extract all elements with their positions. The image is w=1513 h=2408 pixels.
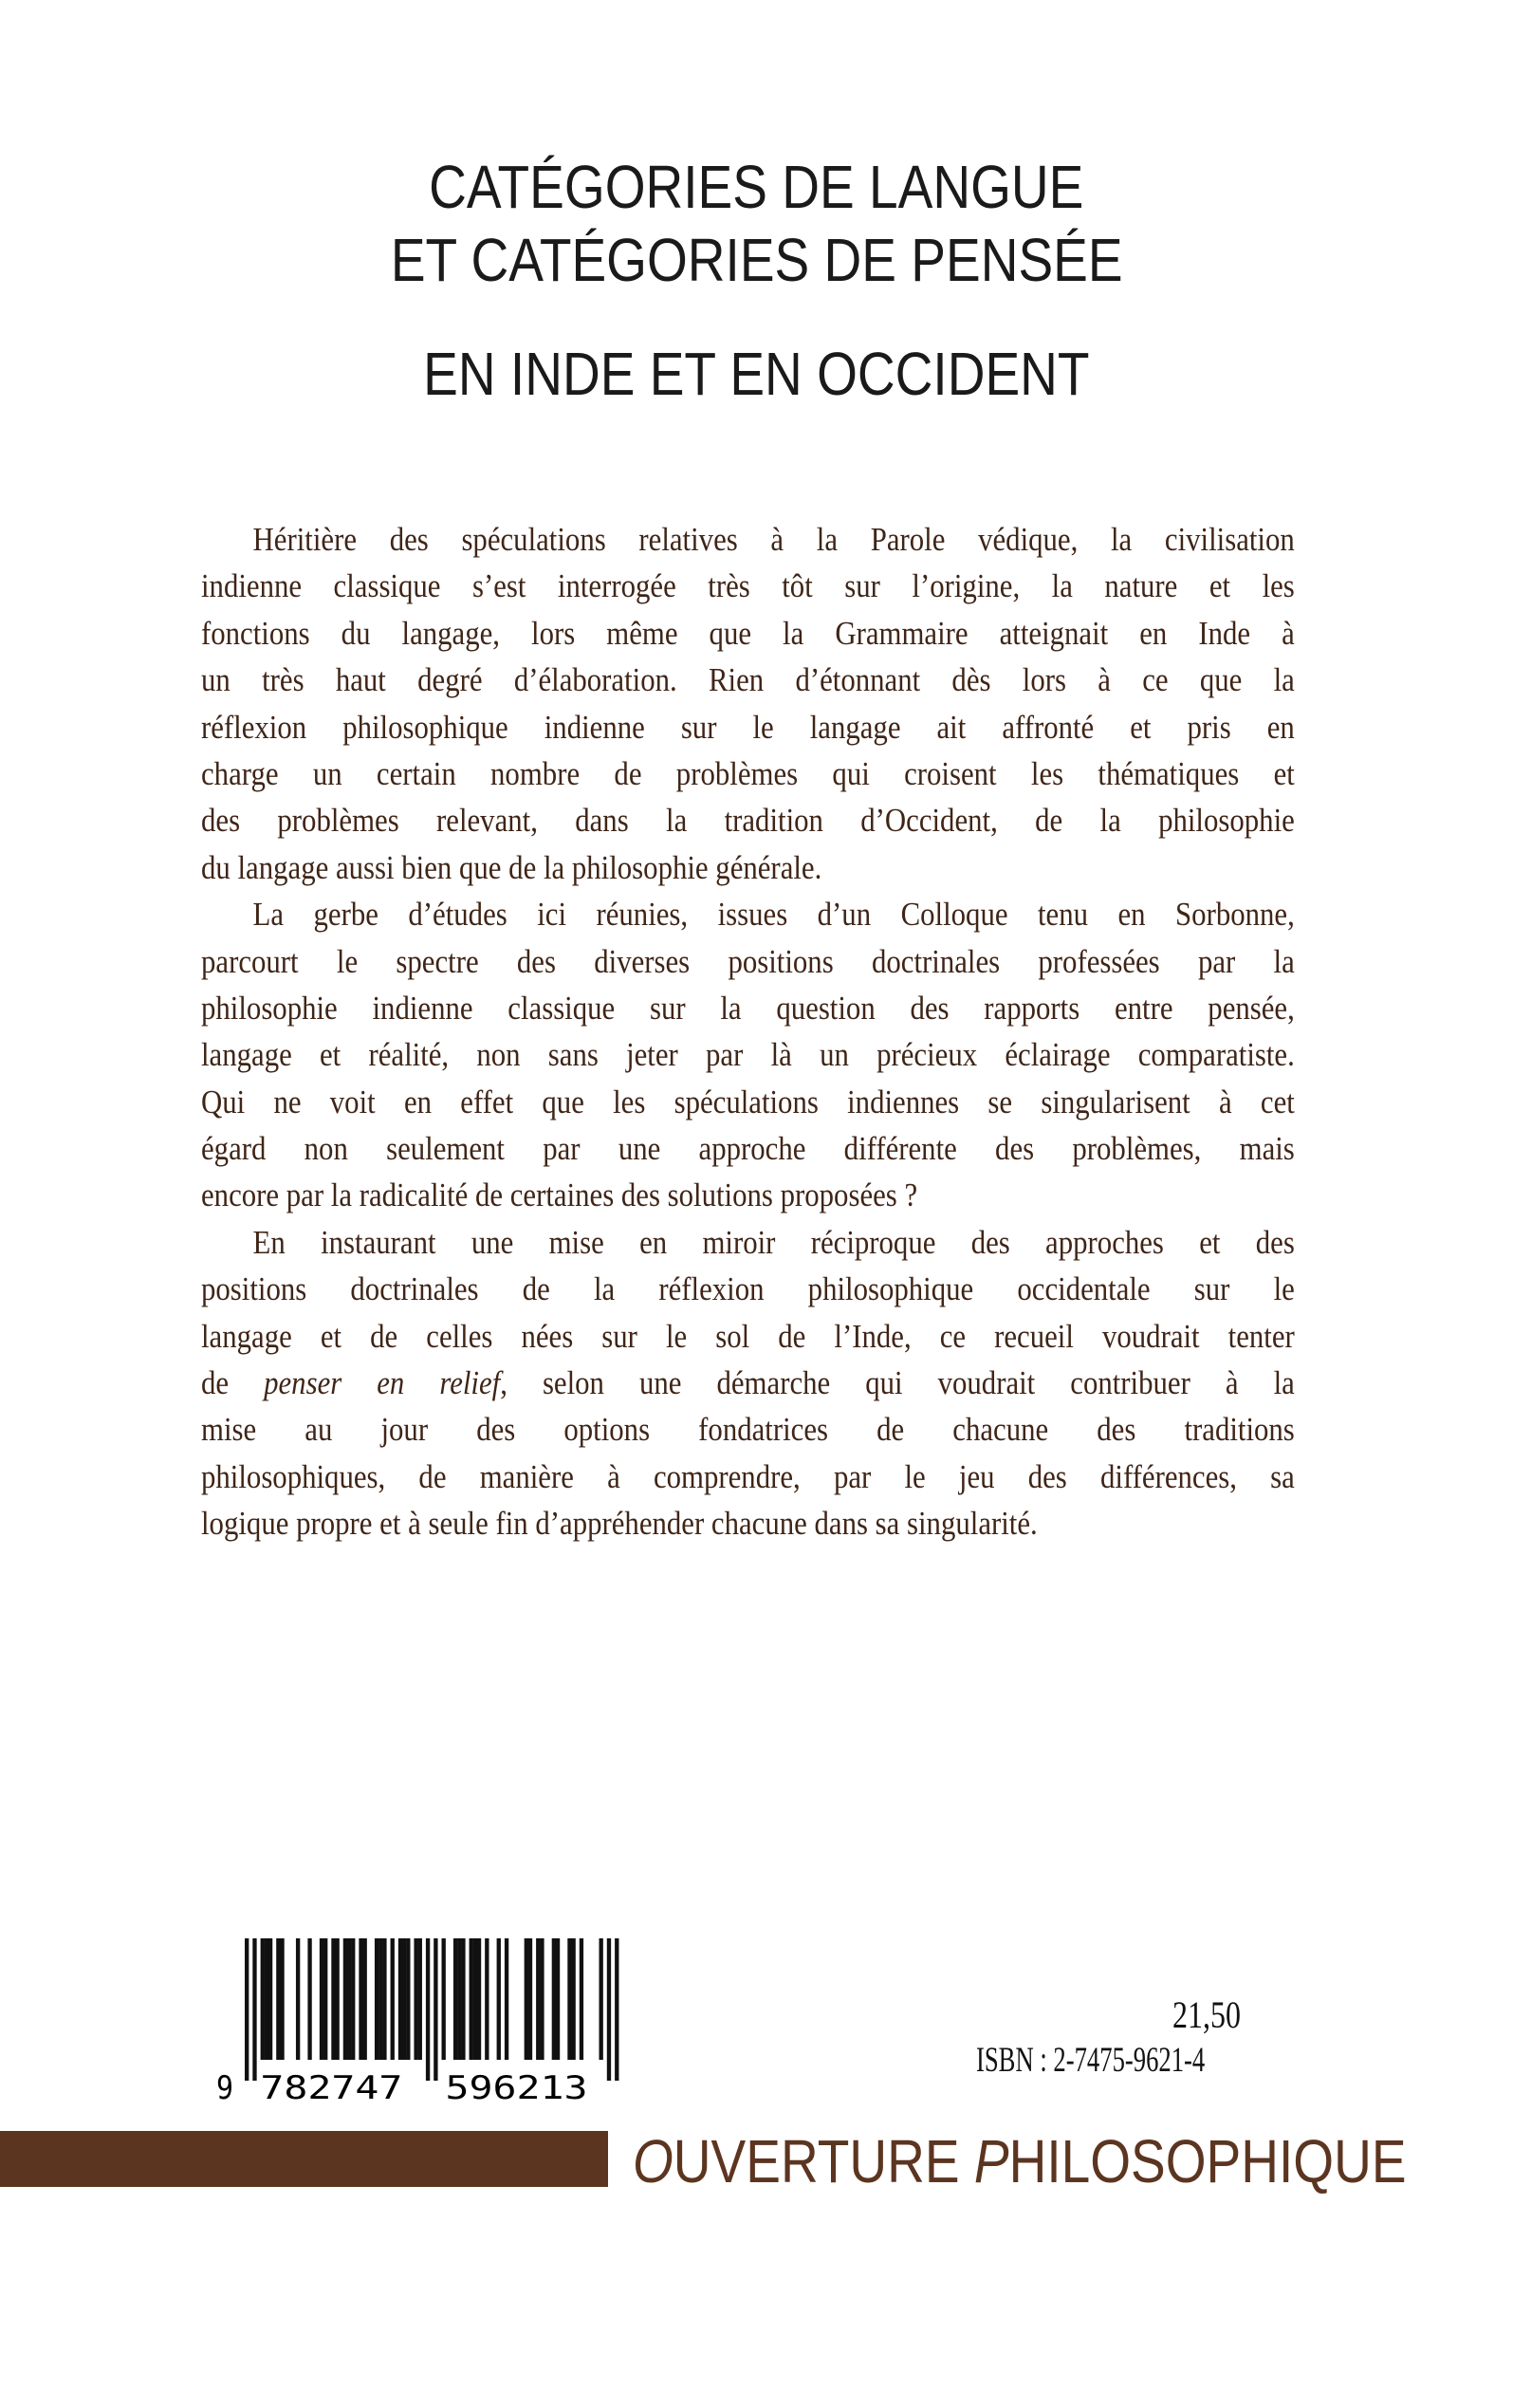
barcode-bar — [453, 1938, 457, 2060]
text-segment: indienne classique s’est interrogée très tôt sur l’origine, la nature et les — [201, 567, 1295, 605]
barcode-bar — [615, 1938, 618, 2081]
barcode-bar — [477, 1938, 481, 2060]
barcode-digits-first: 9 — [216, 2069, 233, 2106]
barcode-bar — [442, 1938, 446, 2060]
text-segment: encore par la radicalité de certaines des solutions proposées ? — [201, 1176, 918, 1214]
barcode-bar — [265, 1938, 268, 2060]
barcode-bar — [245, 1938, 249, 2081]
title-line-2 — [0, 226, 1513, 294]
text-segment: des problèmes relevant, dans la tradition d’Occident, de la philosophie — [201, 802, 1295, 840]
barcode-bar — [382, 1938, 386, 2060]
text-segment: parcourt le spectre des diverses positions doctrinales professées par la — [201, 942, 1295, 980]
barcode-bar — [536, 1938, 540, 2060]
text-line — [201, 610, 1295, 657]
barcode-bar — [556, 1938, 560, 2060]
barcode-bar — [414, 1938, 417, 2060]
barcode-bar — [473, 1938, 477, 2060]
text-segment: fonctions du langage, lors même que la Grammaire atteignait en Inde à — [201, 614, 1295, 652]
text-line — [201, 985, 1295, 1031]
text-line — [201, 797, 1295, 843]
barcode-bar — [434, 1938, 437, 2081]
barcode-bar — [552, 1938, 556, 2060]
text-line — [201, 1219, 1295, 1266]
text-line — [201, 657, 1295, 703]
series-color-bar — [0, 2131, 608, 2187]
text-line — [201, 938, 1295, 985]
text-line — [201, 1172, 1295, 1218]
text-segment: langage et de celles nées sur le sol de l’Inde, ce recueil voudrait tenter — [201, 1317, 1295, 1355]
barcode-bar — [525, 1938, 528, 2060]
text-line — [201, 750, 1295, 797]
text-segment: un très haut degré d’élaboration. Rien d’étonnant dès lors à ce que la — [201, 661, 1295, 699]
series-initial-o: O — [633, 2127, 673, 2195]
barcode-bar — [268, 1938, 272, 2060]
barcode-bar — [505, 1938, 508, 2060]
text-line — [201, 1031, 1295, 1078]
series-word2: HILOSOPHIQUE — [1008, 2127, 1407, 2195]
text-line — [201, 1454, 1295, 1500]
barcode-bar — [600, 1938, 603, 2060]
text-line — [201, 1313, 1295, 1360]
barcode-bar — [497, 1938, 501, 2060]
text-segment: égard non seulement par une approche différente des problèmes, mais — [201, 1130, 1295, 1168]
italic-phrase: penser en relief — [264, 1364, 501, 1402]
text-segment: Qui ne voit en effet que les spéculations indiennes se singularisent à cet — [201, 1083, 1295, 1121]
barcode-digits-left: 782747 — [260, 2069, 403, 2106]
subtitle — [0, 340, 1513, 408]
text-segment: de — [201, 1364, 265, 1402]
text-segment: mise au jour des options fondatrices de chacune des traditions — [201, 1411, 1295, 1449]
barcode-bar — [320, 1938, 323, 2060]
barcode-bar — [307, 1938, 311, 2060]
barcode-bar — [402, 1938, 406, 2060]
text-segment: philosophiques, de manière à comprendre, par le jeu des différences, sa — [201, 1457, 1295, 1495]
barcode-bar — [378, 1938, 382, 2060]
barcode-bar — [485, 1938, 489, 2060]
isbn-number: ISBN : 2-7475-9621-4 — [976, 2041, 1206, 2080]
barcode-bar — [571, 1938, 575, 2060]
text-line — [201, 1266, 1295, 1312]
barcode-bar — [276, 1938, 280, 2060]
barcode-bar — [359, 1938, 362, 2060]
barcode-bar — [375, 1938, 378, 2060]
barcode-bar — [540, 1938, 544, 2060]
barcode-bar — [252, 1938, 256, 2081]
text-segment: positions doctrinales de la réflexion philosophique occidentale sur le — [201, 1270, 1295, 1308]
text-segment: charge un certain nombre de problèmes qui croisent les thématiques et — [201, 754, 1295, 792]
barcode-bar — [567, 1938, 571, 2060]
text-line — [201, 704, 1295, 750]
subtitle-text: EN INDE ET EN OCCIDENT — [423, 340, 1090, 408]
barcode-bar — [323, 1938, 327, 2060]
barcode-bar — [347, 1938, 351, 2060]
text-segment: Héritière des spéculations relatives à la Parole védique, la civilisation — [252, 521, 1295, 558]
barcode-bar — [261, 1938, 265, 2060]
text-line — [201, 844, 1295, 891]
barcode-bar — [363, 1938, 367, 2060]
text-segment: En instaurant une mise en miroir réciproque des approches et des — [252, 1223, 1295, 1261]
barcode-bar — [296, 1938, 300, 2060]
barcode-bar — [331, 1938, 335, 2060]
barcode-bar — [335, 1938, 339, 2060]
text-segment: réflexion philosophique indienne sur le langage ait affronté et pris en — [201, 708, 1295, 746]
barcode-bar — [470, 1938, 473, 2060]
barcode-bar — [457, 1938, 461, 2060]
barcode-bar — [418, 1938, 422, 2060]
barcode-bar — [406, 1938, 410, 2060]
barcode-digits-right: 596213 — [445, 2069, 588, 2106]
series-name — [633, 2127, 1407, 2195]
text-line — [201, 563, 1295, 609]
text-segment: du langage aussi bien que de la philosophie générale. — [201, 848, 822, 886]
text-line — [201, 1500, 1295, 1547]
title-text: ET CATÉGORIES DE PENSÉE — [390, 226, 1123, 294]
text-line — [201, 1360, 1295, 1406]
text-line — [201, 891, 1295, 937]
text-segment: langage et réalité, non sans jeter par là un précieux éclairage comparatiste. — [201, 1036, 1295, 1074]
barcode-bar — [461, 1938, 465, 2060]
isbn-barcode — [199, 1936, 636, 2106]
text-segment: logique propre et à seule fin d’appréhender chacune dans sa singularité. — [201, 1505, 1038, 1543]
series-initial-p: P — [973, 2127, 1009, 2195]
barcode-bar — [580, 1938, 583, 2060]
title-text: CATÉGORIES DE LANGUE — [429, 153, 1084, 221]
text-line — [201, 516, 1295, 563]
barcode-bar — [528, 1938, 532, 2060]
series-word1: UVERTURE — [673, 2127, 974, 2195]
text-line — [201, 1079, 1295, 1125]
barcode-bar — [426, 1938, 430, 2081]
text-line — [201, 1125, 1295, 1172]
title-line-1 — [0, 153, 1513, 221]
price: 21,50 — [1172, 1993, 1241, 2036]
blurb-text — [201, 516, 1295, 1547]
barcode-bar — [607, 1938, 611, 2081]
barcode-bar — [398, 1938, 402, 2060]
barcode-bar — [351, 1938, 355, 2060]
barcode-bar — [343, 1938, 347, 2060]
text-segment: La gerbe d’études ici réunies, issues d’un Colloque tenu en Sorbonne, — [252, 896, 1295, 934]
text-segment: philosophie indienne classique sur la question des rapports entre pensée, — [201, 989, 1295, 1027]
text-segment: , selon une démarche qui voudrait contribuer à la — [500, 1364, 1295, 1402]
barcode-bar — [391, 1938, 395, 2060]
text-line — [201, 1406, 1295, 1453]
barcode-bar — [280, 1938, 284, 2060]
